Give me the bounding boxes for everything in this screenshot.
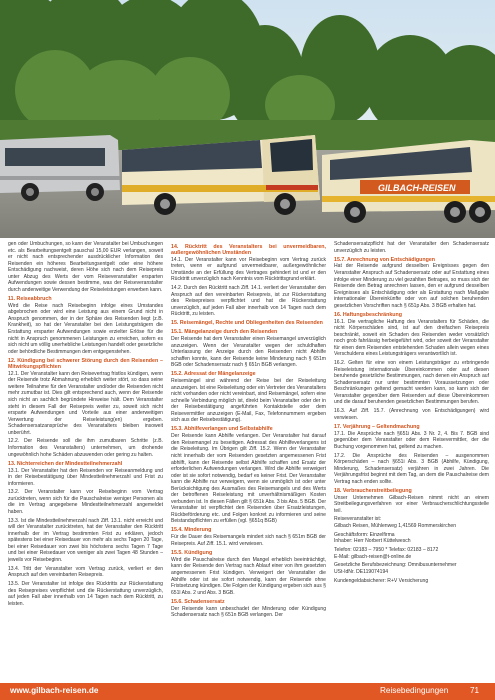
terms-column-1 [8,241,163,682]
section-heading: 15.6. Schadensersatz [171,598,225,605]
bus-logo: GILBACH-REISEN [378,183,456,193]
body-paragraph: 17.2. Die Ansprüche des Reisenden – ausgenommen Körperschäden – nach §651i Abs. 3 BGB (Abhilfe, Kündigung, Minderung, Schadensersatz) verjähren in zwei Jahren. Die Verjährungsfrist beginnt mit dem Tag, an dem die Pauschalreise dem Vertrag nach enden sollte. [334,452,489,485]
section-heading: 15.5. Kündigung [171,549,213,556]
body-paragraph: 14.2. Durch den Rücktritt nach Ziff. 14.1. verliert der Veranstalter den Anspruch auf den vereinbarten Reisepreis, ist zur Rückerstattung des Reisepreises verpflichtet und hat die Rückerstattung unverzüglich, auf jeden Fall aber innerhalb von 14 Tagen nach dem Rücktritt, zu leisten. [171,285,326,318]
body-paragraph: 16.3. Auf Ziff. 15.7. (Anrechnung von Entschädigungen) wird verwiesen. [334,408,489,421]
section-heading: 12. Kündigung bei schwerer Störung durch den Reisenden – Mitwirkungspflichten [8,357,163,370]
section-heading: 11. Reiseabbruch [8,295,52,302]
website-link[interactable]: www.gilbach-reisen.de [10,686,99,695]
body-paragraph: Der Reisende kann unbeschadet der Minderung oder Kündigung Schadensersatz nach § 651n BGB verlangen. Der [171,605,326,619]
page-number: 71 [470,686,480,695]
body-paragraph: 14.1. Der Veranstalter kann vor Reisebeginn vom Vertrag zurück treten, wenn er aufgrund unvermeidbarer, außergewöhnlicher Umstände an der Erfüllung des Vertrages gehindert ist und er den Rücktritt unverzüglich nach Kenntnis vom Rücktrittsgrund erklärt. [171,256,326,283]
body-paragraph: 13.2. Der Veranstalter kann vor Reisebeginn vom Vertrag zurücktreten, wenn sich für die Pauschalreise weniger Personen als die im Vertrag angegebene Mindestteilnehmerzahl angemeldet haben. [8,489,163,515]
body-paragraph: Unser Unternehmen Gilbach-Reisen nimmt nicht an einem Streitbeilegungsverfahren vor einer Verbraucherschlichtungsstelle teil. [334,494,489,514]
body-paragraph: Wird die Pauschalreise durch den Mangel erheblich beeinträchtigt, kann der Reisende den Vertrag nach Ablauf einer von ihm gesetzten angemessenen Frist kündigen. Verweigert der Veranstalter die Abhilfe oder ist sie sofort notwendig, kann der Reisende ohne Fristsetzung kündigen. Die Folgen der Kündigung ergeben sich aus § 651l Abs. 2 und Abs. 3 BGB. [171,556,326,596]
section-heading: 15.3. Abhilfeverlangen und Selbstabhilfe [171,426,273,433]
body-paragraph: 13.3. Ist die Mindestteilnehmerzahl nach Ziff. 13.1. nicht erreicht und will der Veranstalter zurücktreten, hat der Veranstalter den Rücktritt innerhalb der im Vertrag bestimmten Frist zu erklären, jedoch spätestens bei einer Reisedauer von mehr als sechs Tagen 20 Tage, bei einer Reisedauer von zwei bis höchstens sechs Tagen 7 Tage und bei einer Reisedauer von weniger als zwei Tagen 48 Stunden – jeweils vor Reisebeginn. [8,517,163,563]
section-heading: 16. Haftungsbeschränkung [334,311,402,318]
body-paragraph: Der Reisende hat dem Veranstalter einen Reisemangel unverzüglich anzuzeigen. Wenn der Veranstalter wegen der schuldhaften Unterlassung der Anzeige durch den Reisenden nicht Abhilfe schaffen konnte, kann der Reisende keine Minderung nach § 651m BGB oder Schadensersatz nach § 651n BGB verlangen. [171,335,326,369]
bus-left [0,135,120,201]
body-paragraph: Reisemängel sind während der Reise bei der Reiseleitung anzuzeigen. Ist eine Reiseleitung oder ein Vertreter des Veranstalters nicht vorhanden oder nicht vereinbart, sind Reisemängel, sofern eine schnelle Verbindung möglich ist, direkt beim Veranstalter oder der in der Reisebestätigung angeführten Kontaktstelle oder dem Reisevermittler anzuzeigen (E-Mail, Fax, Telefonnummern ergeben sich aus der Reisebestätigung). [171,378,326,424]
body-paragraph: 13.4. Tritt der Veranstalter vom Vertrag zurück, verliert er den Anspruch auf den vereinbarten Reisepreis. [8,565,163,579]
terms-column-2 [171,241,326,682]
terms-column-3 [334,241,489,682]
body-paragraph: Telefon: 02183 – 7950 * Telefax: 02183 – 8172 E-Mail: gilbach-reisen@t-online.de [334,547,439,560]
bus-fleet-photo [0,0,495,238]
body-paragraph: 13.1. Der Veranstalter hat den Reisenden vor Reiseanmeldung und in der Reisebestätigung über Mindestteilnehmerzahl und Frist zu informieren. [8,467,163,487]
body-paragraph: Schadensersatzpflicht hat der Veranstalter den Schadensersatz unverzüglich zu leisten. [334,241,489,254]
body-paragraph: 12.1. Der Veranstalter kann den Reisevertrag fristlos kündigen, wenn der Reisende trotz Abmahnung erheblich weiter stört, so dass seine weitere Teilnahme für den Veranstalter und/oder die Reisenden nicht mehr zumutbar ist. Dies gilt entsprechend auch, wenn der Reisende sich nicht an sachlich begründete Hinweise hält. Dem Veranstalter steht in diesem Fall der Reisepreis weiter zu, soweit sich nicht ersparte Aufwendungen und Vorteile aus einer anderweitigen Verwertung der Reiseleistung(en) ergeben. Schadensersatzansprüche des Veranstalters bleiben insoweit unberührt. [8,370,163,436]
body-paragraph: Kundengeldabsicherer: R+V Versicherung [334,577,429,584]
body-paragraph: Geschäftsform: Einzelfirma Inhaber: Herr Norbert Küttelwesch [334,531,411,545]
section-heading: 17. Verjährung – Geltendmachung [334,423,420,430]
section-heading: 15.7. Anrechnung von Entschädigungen [334,256,436,263]
body-paragraph: Wird die Reise nach Reisebeginn infolge eines Umstandes abgebrochen oder wird eine Leistung aus einem Grund nicht in Anspruch genommen, der in der Sphäre des Reisenden liegt (z.B. Krankheit), so hat der Veranstalter bei den Leistungsträgern die Erstattung ersparter Aufwendungen sowie erzielter Erlöse für die nicht in Anspruch genommenen Leistungen zu erreichen, sofern es sich nicht um völlig unerhebliche Leistungen handelt oder gesetzliche oder behördliche Bestimmungen dem entgegenstehen. [8,302,163,355]
body-paragraph: 16.2. Gelten für eine von einem Leistungsträger zu erbringende Reiseleistung internationale Übereinkommen oder auf diesen beruhende gesetzliche Bestimmungen, nach denen ein Anspruch auf Schadensersatz nur unter bestimmten Voraussetzungen oder Beschränkungen geltend gemacht werden kann, so kann sich der Veranstalter gegenüber dem Reisenden auf diese Übereinkommen und die darauf beruhenden gesetzlichen Bestimmungen berufen. [334,360,489,406]
body-paragraph: 12.2. Der Reisende soll die ihm zumutbaren Schritte (z.B. Information des Veranstalters) unternehmen, um drohende ungewöhnlich hohe Schäden abzuwenden oder gering zu halten. [8,438,163,458]
section-title: Reisebedingungen [380,686,449,695]
body-paragraph: Reiseveranstalter ist: Gilbach Reisen, Mühlenweg 1,41569 Rommerskirchen [334,516,457,529]
body-paragraph: 17.1. Die Ansprüche nach §651i Abs. 3 Nr. 2, 4. Bis 7. BGB sind gegenüber dem Veranstalter oder dem Reisevermittler, der die Buchung vorgenommen hat, geltend zu machen. [334,430,489,450]
terms-columns [8,241,489,682]
body-paragraph: 13.5. Der Veranstalter ist infolge des Rücktritts zur Rückerstattung des Reisepreises verpflichtet und die Rückerstattung unverzüglich, auf jeden Fall aber innerhalb von 14 Tagen nach dem Rücktritt, zu leisten. [8,581,163,607]
section-heading: 15.2. Adressat der Mängelanzeige [171,371,256,378]
body-paragraph: 16.1. Die vertragliche Haftung des Veranstalters für Schäden, die nicht Körperschäden sind, ist auf den dreifachen Reisepreis beschränkt, soweit ein Schaden des Reisenden weder vorsätzlich noch grob fahrlässig herbeigeführt wird, oder soweit der Veranstalter für einen dem Reisenden entstehenden Schaden allein wegen eines Verschuldens eines Leistungsträgers verantwortlich ist. [334,318,489,358]
page-footer [0,683,495,700]
section-heading: 14. Rücktritt des Veranstalters bei unvermeidbaren, außergewöhnlichen Umständen [171,243,326,256]
section-heading: 15.1. Mängelanzeige durch den Reisenden [171,329,278,336]
body-paragraph: Gesetzliche Berufsbezeichnung: Omnibusunternehmer USt-IdNr. DE119074194 [334,562,457,575]
body-paragraph: Für die Dauer des Reisemangels mindert sich nach § 651m BGB der Reisepreis. Auf Ziff. 15.1. wird verwiesen. [171,534,326,547]
body-paragraph: gen oder Umbuchungen, so kann der Veranstalter bei Umbuchungen etc. als Bearbeitungsentgelt pauschal 15,00 EUR verlangen, soweit er nicht nach entsprechender ausdrücklicher Information des Reisenden ein höheres Bearbeitungsentgelt oder eine höhere Entschädigung nachweist, deren Höhe sich nach dem Reisepreis unter Abzug des Werts der vom Reiseveranstalter ersparten Aufwendungen sowie dessen bestimme, was der Reiseveranstalter durch anderweitige Verwendung der Reiseleistungen erwerben kann. [8,241,163,293]
body-paragraph: Hat der Reisende aufgrund desselben Ereignisses gegen den Veranstalter Anspruch auf Schadensersatz oder auf Erstattung eines infolge einer Minderung zu viel gezahlten Betrages, so muss sich der Reisende den Betrag anrechnen lassen, den er aufgrund desselben Ereignisses als Entschädigung oder als Erstattung nach Maßgabe internationaler Übereinkünfte oder von auf solchen beruhenden gesetzlichen Vorschriften nach § 651p Abs. 3 BGB erhalten hat. [334,263,489,309]
section-heading: 18. Verbraucherstreitbeilegung [334,487,412,494]
section-heading: 15. Reisemängel, Rechte und Obliegenheiten des Reisenden [171,320,323,327]
body-paragraph: Der Reisende kann Abhilfe verlangen. Der Veranstalter hat darauf den Reisemangel zu beseitigen. Adressat des Abhilfeverlangens ist die Reiseleitung. Im Übrigen gilt Ziff. 15.2. Wenn der Veranstalter nicht innerhalb der vom Reisenden gesetzten angemessenen Frist abhilft, kann der Reisende selbst Abhilfe schaffen und Ersatz der erforderlichen Aufwendungen verlangen. Wird die Abhilfe verweigert oder ist sie sofort notwendig, bedarf es keiner Frist. Der Veranstalter kann die Abhilfe nur verweigern, wenn sie unmöglich ist oder unter Berücksichtigung des Ausmaßes des Reisemangels und des Werts der betroffenen Reiseleistung mit unverhältnismäßigen Kosten verbunden ist. In diesen Fällen gilt § 651k Abs. 3 bis Abs. 5 BGB. Der Veranstalter ist verpflichtet den Reisenden über Ersatzleistungen, Rückbeförderung etc. und Folgen konkret zu informieren und seine Beistandspflichten zu erfüllen (vgl. §651q BGB) [171,433,326,525]
section-heading: 15.4. Minderung [171,527,212,534]
section-heading: 13. Nichterreichen der Mindestteilnehmerzahl [8,460,123,467]
bus-fleet-illustration [0,0,495,238]
